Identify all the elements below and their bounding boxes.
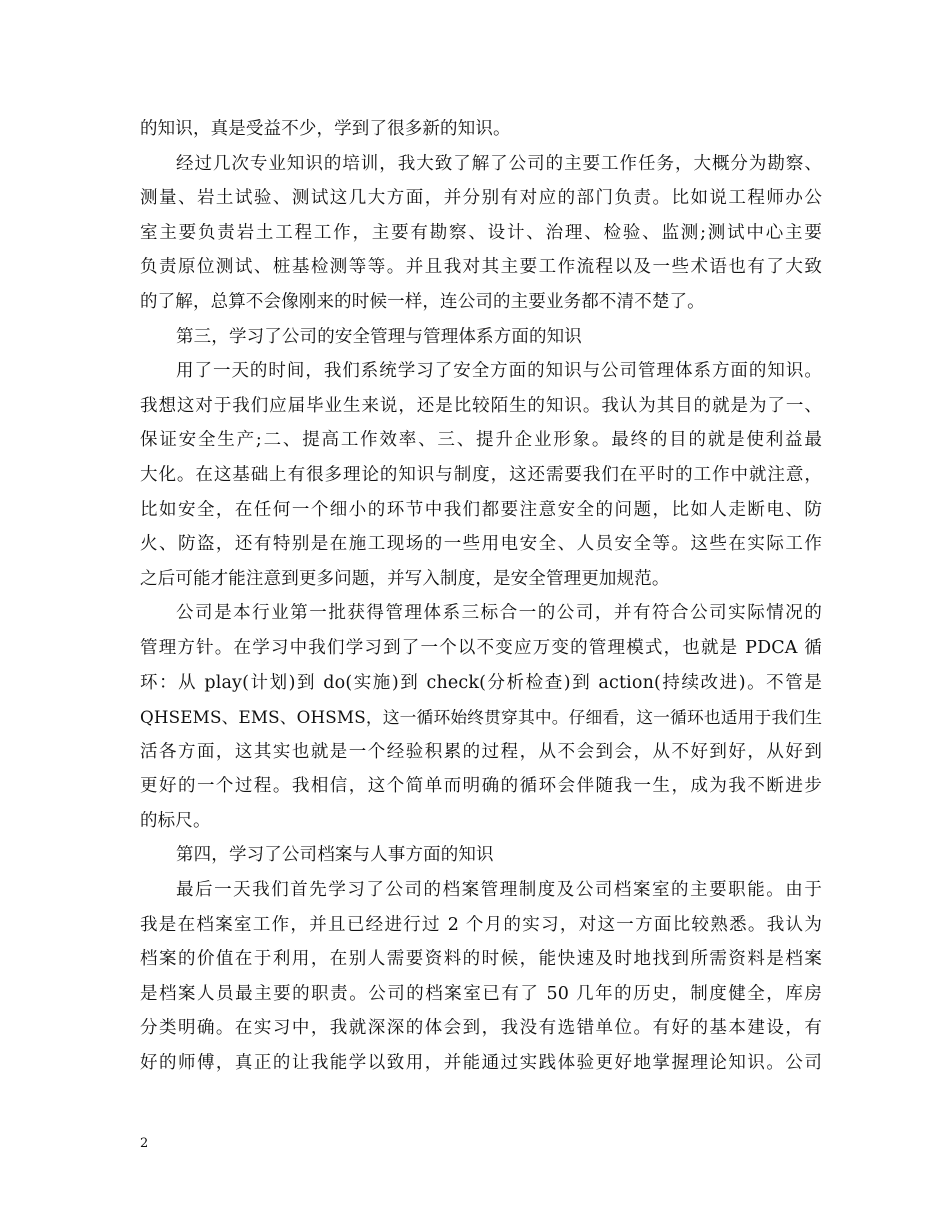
text-line: 负责原位测试、桩基检测等等。并且我对其主要工作流程以及一些术语也有了大致 <box>140 257 822 278</box>
text-line: 的知识，真是受益不少，学到了很多新的知识。 <box>140 119 511 139</box>
text-line: 的标尺。 <box>140 810 211 831</box>
text-line: 之后可能才能注意到更多问题，并写入制度，是安全管理更加规范。 <box>140 568 670 589</box>
text-line: 比如安全，在任何一个细小的环节中我们都要注意安全的问题，比如人走断电、防 <box>140 499 822 520</box>
text-line: 公司是本行业第一批获得管理体系三标合一的公司，并有符合公司实际情况的 <box>176 603 822 624</box>
text-line: 保证安全生产;二、提高工作效率、三、提升企业形象。最终的目的就是使利益最 <box>140 430 822 451</box>
text-line: 大化。在这基础上有很多理论的知识与制度，这还需要我们在平时的工作中就注意， <box>140 464 822 485</box>
text-line: 管理方针。在学习中我们学习到了一个以不变应万变的管理模式，也就是 PDCA 循 <box>140 637 822 658</box>
text-line: 第四，学习了公司档案与人事方面的知识 <box>176 845 494 866</box>
text-line: 我是在档案室工作，并且已经进行过 2 个月的实习，对这一方面比较熟悉。我认为 <box>140 914 822 935</box>
text-line: 经过几次专业知识的培训，我大致了解了公司的主要工作任务，大概分为勘察、 <box>176 153 822 174</box>
text-line: 档案的价值在于利用，在别人需要资料的时候，能快速及时地找到所需资料是档案 <box>140 949 822 970</box>
text-line: 用了一天的时间，我们系统学习了安全方面的知识与公司管理体系方面的知识。 <box>176 361 822 382</box>
text-line: 测量、岩土试验、测试这几大方面，并分别有对应的部门负责。比如说工程师办公 <box>140 188 822 209</box>
text-line: 活各方面，这其实也就是一个经验积累的过程，从不会到会，从不好到好，从好到 <box>140 741 822 762</box>
text-line: 好的师傅，真正的让我能学以致用，并能通过实践体验更好地掌握理论知识。公司 <box>140 1053 822 1074</box>
text-line: 是档案人员最主要的职责。公司的档案室已有了 50 几年的历史，制度健全，库房 <box>140 983 822 1004</box>
text-line: 我想这对于我们应届毕业生来说，还是比较陌生的知识。我认为其目的就是为了一、 <box>140 395 822 416</box>
text-line: QHSEMS、EMS、OHSMS，这一循环始终贯穿其中。仔细看，这一循环也适用于我们生 <box>140 707 823 728</box>
text-line: 室主要负责岩土工程工作，主要有勘察、设计、治理、检验、监测;测试中心主要 <box>140 222 822 243</box>
text-line: 的了解，总算不会像刚来的时候一样，连公司的主要业务都不清不楚了。 <box>140 291 705 312</box>
text-line: 更好的一个过程。我相信，这个简单而明确的循环会伴随我一生，成为我不断进步 <box>140 776 822 797</box>
page-number: 2 <box>140 1136 149 1151</box>
body-text <box>140 112 822 1081</box>
text-line: 环：从 play(计划)到 do(实施)到 check(分析检查)到 action(持续改进)。不管是 <box>140 672 822 693</box>
text-line: 火、防盗，还有特别是在施工现场的一些用电安全、人员安全等。这些在实际工作 <box>140 534 822 555</box>
text-line: 最后一天我们首先学习了公司的档案管理制度及公司档案室的主要职能。由于 <box>176 880 822 901</box>
text-line: 分类明确。在实习中，我就深深的体会到，我没有选错单位。有好的基本建设，有 <box>140 1018 822 1039</box>
text-line: 第三，学习了公司的安全管理与管理体系方面的知识 <box>176 326 582 347</box>
